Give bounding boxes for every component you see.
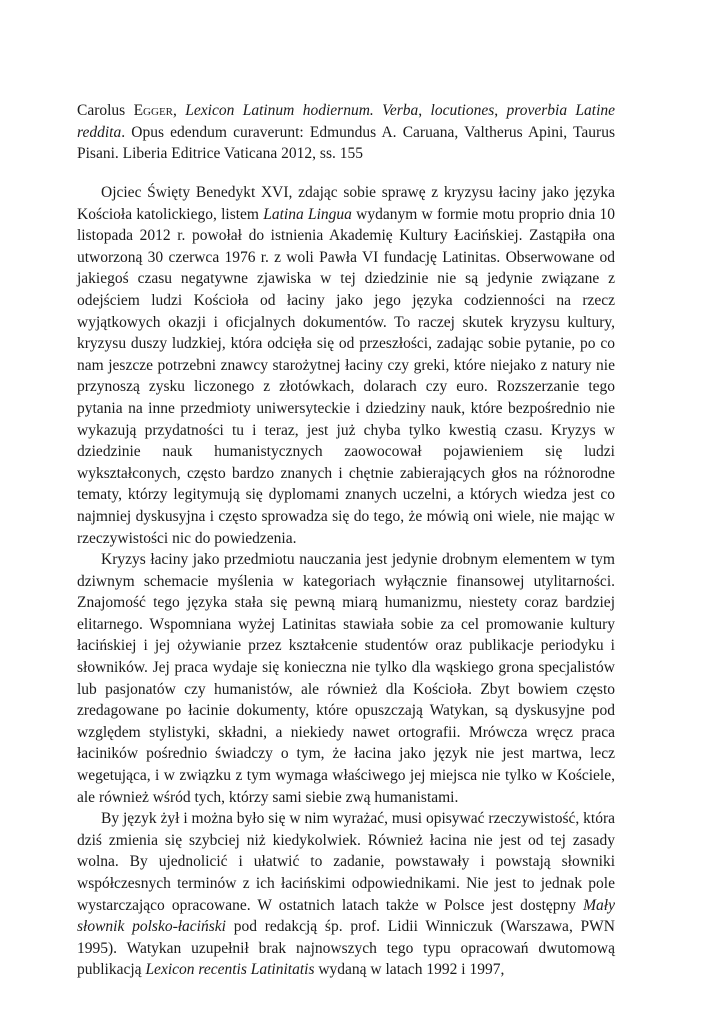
paragraph-3: [77, 808, 615, 981]
dictionary-title-italic: Mały słownik polsko-łaciński: [77, 896, 615, 936]
paragraph-text: wydanym w formie motu proprio dnia 10 listopada 2012 r. powołał do istnienia Akademię Kultury Łacińskiej. Zastąpiła ona utworzoną 30 czerwca 1976 r. z woli Pawła VI fundację Latinitas. Obserwowane od jakiegoś czasu negatywne zjawiska w tej dziedzinie nie są jedynie związane z odejściem ludzi Kościoła od łaciny jako jego języka codzienności na rzecz wyjątkowych okazji i oficjalnych dokumentów. To raczej skutek kryzysu kultury, kryzysu duszy ludzkiej, która odcięła się od przeszłości, zadając sobie pytanie, po co nam jeszcze potrzebni znawcy starożytnej łaciny czy greki, które niejako z natury nie przynoszą zysku liczonego z złotówkach, dolarach czy euro. Rozszerzanie tego pytania na inne przedmioty uniwersyteckie i dziedziny nauk, które bezpośrednio nie wykazują przydatności tu i teraz, jest już chyba tylko kwestią czasu. Kryzys w dziedzinie nauk humanistycznych zaowocował pojawieniem się ludzi wykształconych, często bardzo znanych i chętnie zabierających głos na różnorodne tematy, którzy legitymują się dyplomami znanych uczelni, a których wiedza jest co najmniej dyskusyjna i często sprowadza się do tego, że mówią oni wiele, nie mając w rzeczywistości nic do powiedzenia.: [77, 205, 615, 547]
separator: ,: [173, 102, 186, 119]
book-title-part: proverbia Latine reddita: [77, 102, 616, 141]
author-last-name: Egger: [133, 102, 174, 119]
book-title-part: locutiones: [430, 102, 495, 119]
paragraph-text: wydaną w latach 1992 i 1997,: [314, 961, 505, 979]
paragraph-text: Ojciec Święty Benedykt XVI, zdając sobie sprawę z kryzysu łaciny jako języka Kościoła katolickiego, listem: [77, 184, 615, 223]
publication-details: . Opus edendum curaverunt: Edmundus A. Caruana, Valtherus Apini, Taurus Pisani. Liberia Editrice Vaticana 2012, ss. 155: [77, 123, 615, 163]
separator: ,: [494, 102, 507, 119]
book-citation: [77, 100, 615, 165]
paragraph-1: [77, 182, 615, 549]
document-title-italic: Latina Lingua: [263, 205, 352, 223]
separator: ,: [418, 102, 431, 119]
paragraph-2: Kryzys łaciny jako przedmiotu nauczania jest jedynie drobnym elementem w tym dziwnym schemacie myślenia w kategoriach wyłącznie finansowej utylitarności. Znajomość tego języka stała się pewną miarą humanizmu, niestety coraz bardziej elitarnego. Wspomniana wyżej Latinitas stawiała sobie za cel promowanie kultury łacińskiej i jej ożywianie przez kształcenie studentów oraz publikacje periodyku i słowników. Jej praca wydaje się konieczna nie tylko dla wąskiego grona specjalistów lub pasjonatów czy humanistów, ale również dla Kościoła. Zbyt bowiem często zredagowane po łacinie dokumenty, które opuszczają Watykan, są dyskusyjne pod względem stylistyki, składni, a niekiedy nawet ortografii. Mrówcza wręcz praca łaciników pośrednio świadczy o tym, że łacina jako język nie jest martwa, lecz wegetująca, i w związku z tym wymaga właściwego jej miejsca nie tylko w Kościele, ale również wśród tych, którzy sami siebie zwą humanistami.: [77, 551, 615, 806]
book-title: Lexicon Latinum hodiernum. Verba: [185, 102, 419, 119]
paragraph-text: By język żył i można było się w nim wyrażać, musi opisywać rzeczywistość, która dziś zmienia się szybciej niż kiedykolwiek. Również łacina nie jest od tej zasady wolna. By ujednolicić i ułatwić to zadanie, powstawały i powstają słowniki współczesnych terminów z ich łacińskimi odpowiednikami. Nie jest to jednak pole wystarczająco opracowane. W ostatnich latach także w Polsce jest dostępny: [77, 810, 615, 914]
lexicon-title-italic: Lexicon recentis Latinitatis: [145, 961, 315, 979]
author-first-name: Carolus: [77, 102, 134, 119]
review-body: [77, 182, 615, 981]
paragraph-text: pod redakcją śp. prof. Lidii Winniczuk (Warszawa, PWN 1995). Watykan uzupełnił brak najnowszych tego typu opracowań dwutomową publikacją: [77, 918, 616, 979]
